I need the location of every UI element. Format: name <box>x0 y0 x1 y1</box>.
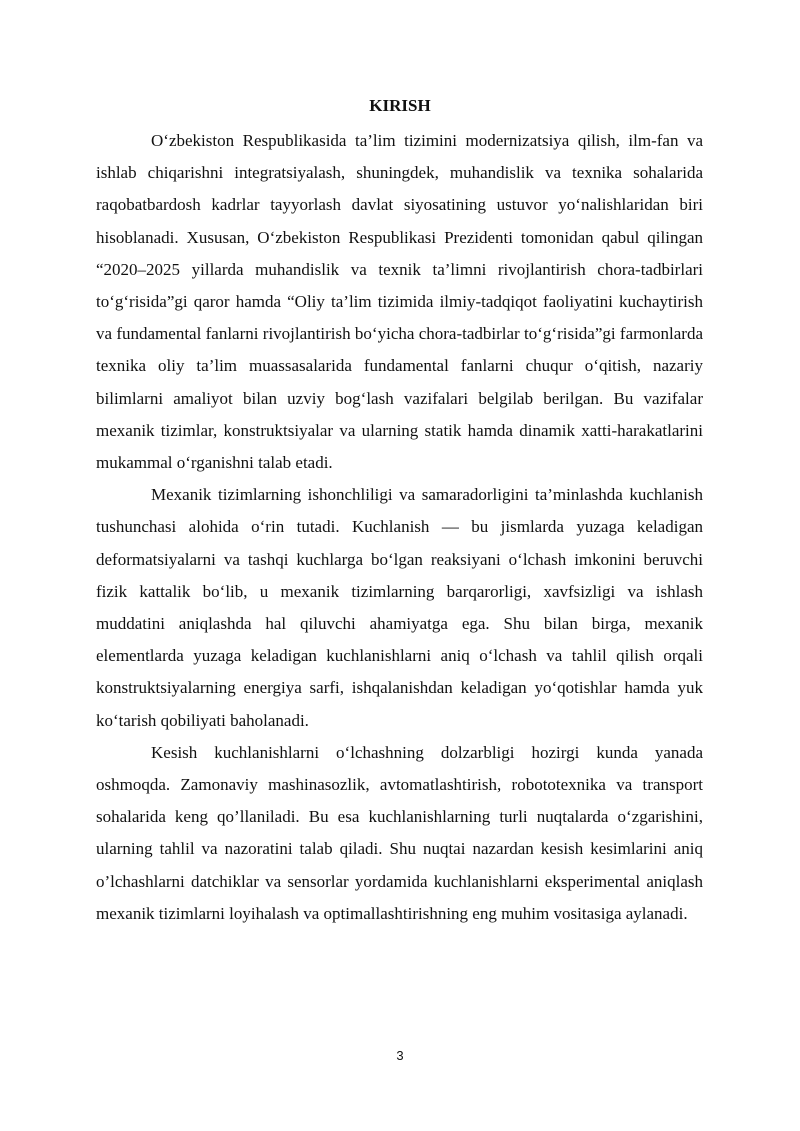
page-number: 3 <box>396 1048 404 1063</box>
paragraph-3: Kesish kuchlanishlarni o‘lchashning dolzarbligi hozirgi kunda yanada oshmoqda. Zamonaviy mashinasozlik, avtomatlashtirish, robototexnika va transport sohalarida keng qo’llaniladi. Bu esa kuchlanishlarning turli nuqtalarda o‘zgarishini, ularning tahlil va nazoratini talab qiladi. Shu nuqtai nazardan kesish kesimlarini aniq o’lchashlarni datchiklar va sensorlar yordamida kuchlanishlarni eksperimental aniqlash mexanik tizimlarni loyihalash va optimallashtirishning eng muhim vositasiga aylanadi. <box>96 742 703 923</box>
paragraph-1: O‘zbekiston Respublikasida ta’lim tizimini modernizatsiya qilish, ilm-fan va ishlab chiqarishni integratsiyalash, shuningdek, muhandislik va texnika sohalarida raqobatbardosh kadrlar tayyorlash davlat siyosatining ustuvor yo‘nalishlaridan biri hisoblanadi. Xususan, O‘zbekiston Respublikasi Prezidenti tomonidan qabul qilingan “2020–2025 yillarda muhandislik va texnik ta’limni rivojlantirish chora-tadbirlari to‘g‘risida”gi qaror hamda “Oliy ta’lim tizimida ilmiy-tadqiqot faoliyatini kuchaytirish va fundamental fanlarni rivojlantirish bo‘yicha chora-tadbirlar to‘g‘risida”gi farmonlarda texnika oliy ta’lim muassasalarida fundamental fanlarni chuqur o‘qitish, nazariy bilimlarni amaliyot bilan uzviy bog‘lash vazifalari belgilab berilgan. Bu vazifalar mexanik tizimlar, konstruktsiyalar va ularning statik hamda dinamik xatti-harakatlarini mukammal o‘rganishni talab etadi. <box>96 131 703 473</box>
body-text <box>96 125 703 930</box>
section-heading: KIRISH <box>369 96 431 115</box>
paragraph-2: Mexanik tizimlarning ishonchliligi va samaradorligini ta’minlashda kuchlanish tushunchasi alohida o‘rin tutadi. Kuchlanish — bu jismlarda yuzaga keladigan deformatsiyalarni va tashqi kuchlarga bo‘lgan reaksiyani o‘lchash imkonini beruvchi fizik kattalik bo‘lib, u mexanik tizimlarning barqarorligi, xavfsizligi va ishlash muddatini aniqlashda hal qiluvchi ahamiyatga ega. Shu bilan birga, mexanik elementlarda yuzaga keladigan kuchlanishlarni aniq o‘lchash va tahlil qilish orqali konstruktsiyalarning energiya sarfi, ishqalanishdan keladigan yo‘qotishlar hamda yuk ko‘tarish qobiliyati baholanadi. <box>96 485 703 730</box>
